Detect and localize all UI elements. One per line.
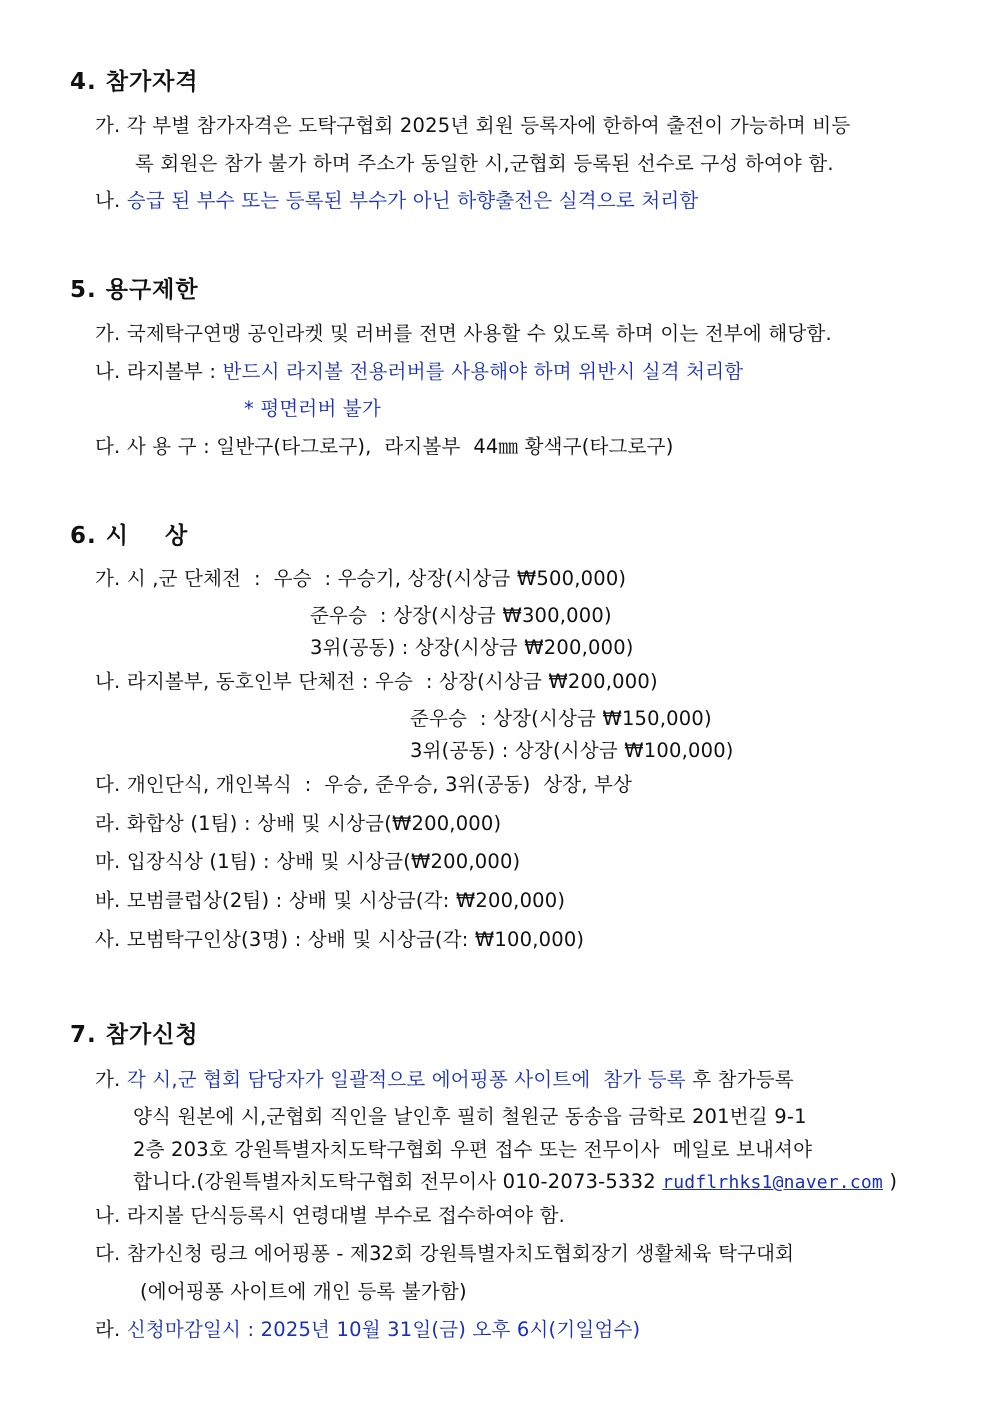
sec6-na-third: 3위(공동) : 상장(시상금 ₩100,000)	[410, 739, 734, 762]
sec6-ga-first: 가. 시 ,군 단체전 : 우승 : 우승기, 상장(시상금 ₩500,000)	[95, 567, 627, 590]
sec7-ga-line4-suffix: )	[882, 1170, 898, 1193]
sec7-ga-line1	[95, 1068, 794, 1092]
item-marker: 가.	[95, 114, 121, 137]
sec6-da: 다. 개인단식, 개인복식 : 우승, 준우승, 3위(공동) 상장, 부상	[95, 773, 633, 796]
sec6-ma: 마. 입장식상 (1팀) : 상배 및 시상금(₩200,000)	[95, 850, 521, 873]
sec7-ra	[95, 1318, 640, 1342]
sec4-item-na	[95, 189, 698, 213]
sec7-ga-highlight: 각 시,군 협회 담당자가 일괄적으로 에어핑퐁 사이트에 참가 등록	[126, 1068, 686, 1091]
sec4-item-ga-line1	[95, 114, 850, 138]
sec7-da-line2: (에어핑퐁 사이트에 개인 등록 불가함)	[140, 1280, 467, 1303]
sec4-item-ga-line2: 록 회원은 참가 불가 하며 주소가 동일한 시,군협회 등록된 선수로 구성 하여야 함.	[135, 152, 834, 175]
section-7-title: 7. 참가신청	[70, 1022, 199, 1048]
sec4-na-text: 승급 된 부수 또는 등록된 부수가 아닌 하향출전은 실격으로 처리함	[126, 189, 699, 212]
sec6-ra: 라. 화합상 (1팀) : 상배 및 시상금(₩200,000)	[95, 812, 502, 835]
sec5-item-ga: 가. 국제탁구연맹 공인라켓 및 러버를 전면 사용할 수 있도록 하며 이는 전부에 해당함.	[95, 322, 832, 345]
sec7-ga-line2: 양식 원본에 시,군협회 직인을 날인후 필히 철원군 동송읍 금학로 201번길 9-1	[133, 1105, 807, 1128]
sec7-ga-line4-prefix: 합니다.(강원특별자치도탁구협회 전무이사 010-2073-5332	[133, 1170, 663, 1193]
email-link[interactable]: rudflrhks1@naver.com	[662, 1172, 883, 1193]
sec5-na-text: 반드시 라지볼 전용러버를 사용해야 하며 위반시 실격 처리함	[222, 360, 744, 383]
sec6-ga-third: 3위(공동) : 상장(시상금 ₩200,000)	[310, 636, 634, 659]
sec6-ga-second: 준우승 : 상장(시상금 ₩300,000)	[310, 604, 612, 627]
sec6-ba: 바. 모범클럽상(2팀) : 상배 및 시상금(각: ₩200,000)	[95, 889, 566, 912]
sec7-na: 나. 라지볼 단식등록시 연령대별 부수로 접수하여야 함.	[95, 1204, 566, 1227]
sec6-sa: 사. 모범탁구인상(3명) : 상배 및 시상금(각: ₩100,000)	[95, 928, 585, 951]
sec5-item-na	[95, 360, 743, 384]
sec4-ga-text: 각 부별 참가자격은 도탁구협회 2025년 회원 등록자에 한하여 출전이 가능하며 비등	[126, 114, 851, 137]
sec5-item-da: 다. 사 용 구 : 일반구(타그로구), 라지볼부 44㎜ 황색구(타그로구)	[95, 435, 674, 458]
sec7-ga-rest: 후 참가등록	[685, 1068, 794, 1091]
sec7-ga-line3: 2층 203호 강원특별자치도탁구협회 우편 접수 또는 전무이사 메일로 보내셔야	[133, 1138, 813, 1161]
sec7-ra-text: 신청마감일시 : 2025년 10월 31일(금) 오후 6시(기일엄수)	[126, 1318, 641, 1341]
sec5-na-note: * 평면러버 불가	[244, 397, 381, 420]
section-5-title: 5. 용구제한	[70, 277, 199, 303]
item-marker: 라.	[95, 1318, 127, 1341]
section-4-title: 4. 참가자격	[70, 69, 199, 95]
sec6-na-first: 나. 라지볼부, 동호인부 단체전 : 우승 : 상장(시상금 ₩200,000)	[95, 670, 658, 693]
sec7-da-line1: 다. 참가신청 링크 에어핑퐁 - 제32회 강원특별자치도협회장기 생활체육 탁구대회	[95, 1242, 795, 1265]
item-marker: 가.	[95, 1068, 127, 1091]
sec7-ga-line4	[133, 1170, 897, 1195]
sec5-na-prefix: 나. 라지볼부 :	[95, 360, 223, 383]
sec6-na-second: 준우승 : 상장(시상금 ₩150,000)	[410, 707, 712, 730]
section-6-title: 6. 시 상	[70, 523, 189, 549]
item-marker: 나.	[95, 189, 121, 212]
